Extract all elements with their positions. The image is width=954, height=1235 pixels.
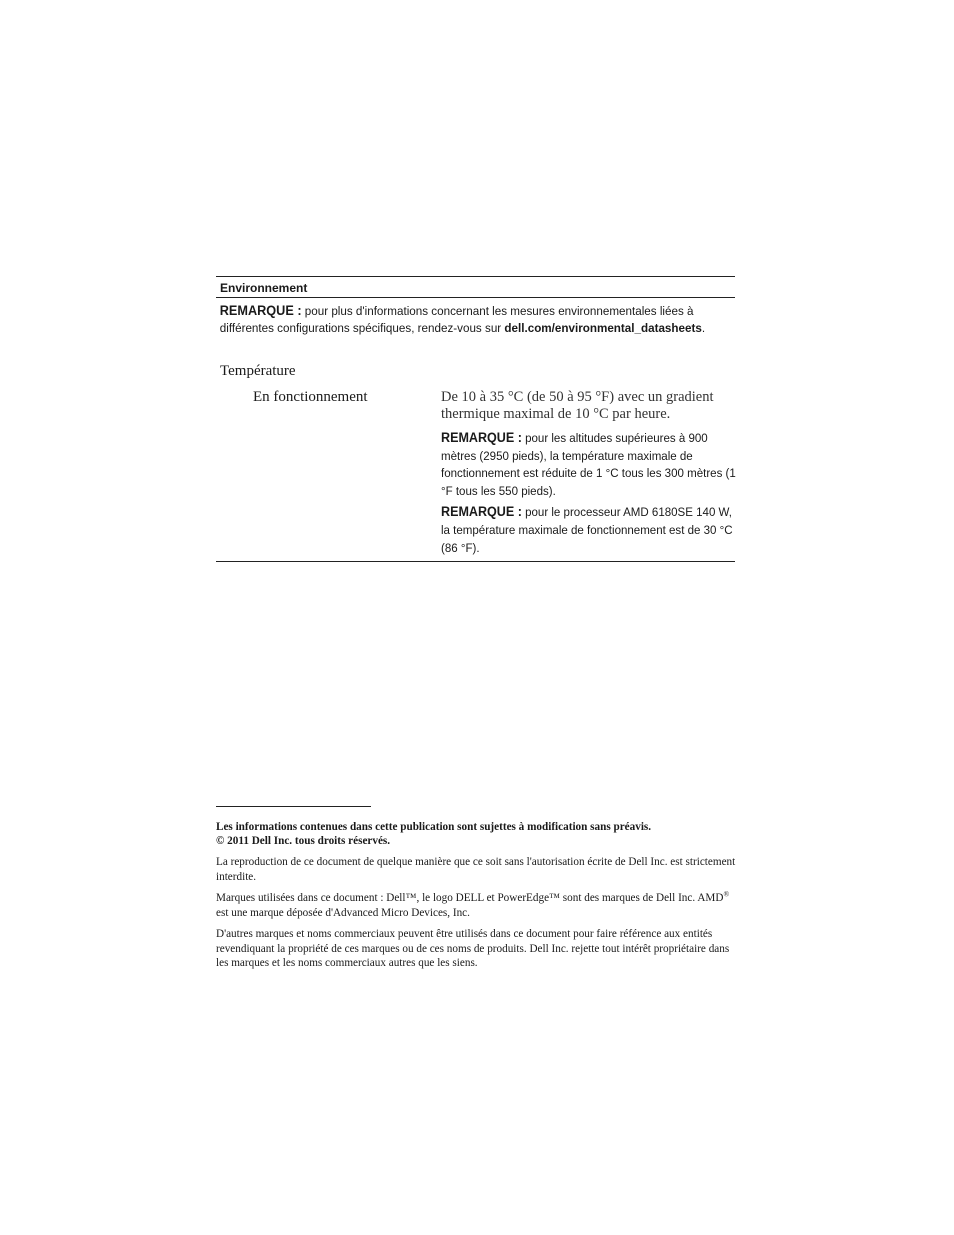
footnote-rule	[216, 806, 371, 807]
note-text: pour le processeur AMD 6180SE 140 W, la température maximale de fonctionnement est de 30 °C (86 °F).	[441, 505, 733, 555]
processor-note	[441, 503, 739, 557]
trademarks-text-b: est une marque déposée d'Advanced Micro Devices, Inc.	[216, 906, 470, 919]
copyright-line: © 2011 Dell Inc. tous droits réservés.	[216, 835, 391, 847]
operating-label: En fonctionnement	[253, 389, 368, 405]
trademarks-paragraph	[216, 891, 736, 920]
reproduction-paragraph: La reproduction de ce document de quelque manière que ce soit sans l'autorisation écrite de Dell Inc. est strictement interdite.	[216, 856, 736, 883]
other-trademarks-paragraph: D'autres marques et noms commerciaux peuvent être utilisés dans ce document pour faire référence aux entités revendiquant la propriété de ces marques ou de ces noms de produits. Dell Inc. rejette tout intérêt propriétaire dans les marques et les noms commerciaux autres que les siens.	[216, 928, 730, 969]
legal-footer	[216, 806, 736, 971]
note-label: REMARQUE :	[441, 504, 522, 520]
note-end: .	[701, 321, 706, 335]
notice	[216, 820, 736, 848]
temperature-heading: Température	[220, 363, 296, 379]
note-label: REMARQUE :	[441, 430, 522, 445]
operating-value-cell	[441, 389, 741, 557]
environment-spec-table	[216, 276, 736, 555]
general-note	[216, 298, 727, 337]
operating-temperature-range: De 10 à 35 °C (de 50 à 95 °F) avec un gradient thermique maximal de 10 °C par heure.	[441, 389, 714, 422]
datasheets-link[interactable]: dell.com/environmental_datasheets	[504, 321, 702, 335]
trademarks-text-a: Marques utilisées dans ce document : Dell™, le logo DELL et PowerEdge™ sont des marques de Dell Inc. AMD	[216, 892, 724, 904]
note-label: REMARQUE :	[219, 303, 302, 318]
table-bottom-rule	[216, 561, 735, 562]
note-text: pour plus d'informations concernant les mesures environnementales liées à différentes configurations spécifiques, rendez-vous sur	[219, 304, 694, 335]
altitude-note	[441, 429, 739, 500]
registered-mark: ®	[723, 889, 730, 899]
notice-line-1: Les informations contenues dans cette publication sont sujettes à modification sans préavis.	[216, 821, 652, 833]
note-text: pour les altitudes supérieures à 900 mètres (2950 pieds), la température maximale de fonctionnement est réduite de 1 °C tous les 300 mètres (1 °F tous les 550 pieds).	[441, 431, 736, 498]
table-header: Environnement	[220, 281, 308, 295]
